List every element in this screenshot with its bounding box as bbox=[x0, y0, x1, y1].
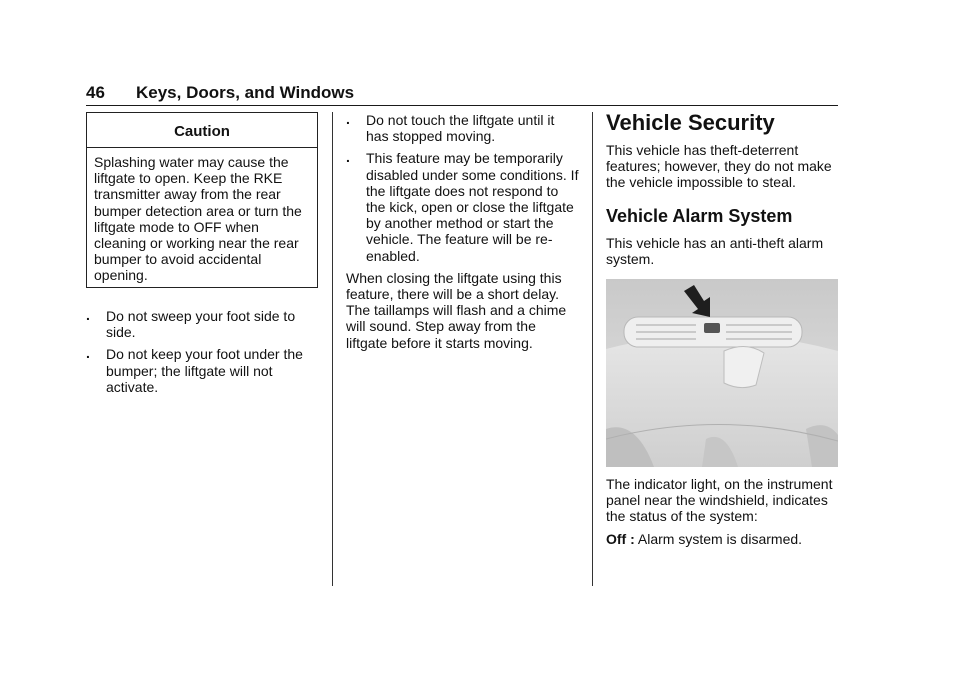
list-item bbox=[86, 346, 318, 395]
column-1-bullets bbox=[86, 308, 318, 401]
definition-term: Off : bbox=[606, 530, 635, 547]
figure-caption: The indicator light, on the instrument panel near the windshield, indicates the status of the system: bbox=[606, 476, 833, 525]
column-divider bbox=[332, 112, 333, 586]
alarm-indicator-figure bbox=[606, 279, 838, 467]
caution-title: Caution bbox=[174, 123, 230, 140]
page-number: 46 bbox=[86, 83, 105, 102]
bullet-marker: . bbox=[86, 345, 90, 362]
bullet-marker: . bbox=[86, 307, 90, 323]
indicator-light bbox=[704, 323, 720, 333]
bullet-text: Do not keep your foot under the bumper; the liftgate will not activate. bbox=[106, 346, 303, 395]
column-3 bbox=[606, 110, 842, 267]
list-item bbox=[86, 308, 318, 340]
dashboard-illustration bbox=[606, 279, 838, 467]
column-2 bbox=[346, 112, 580, 351]
caution-box bbox=[86, 112, 318, 288]
paragraph: This vehicle has an anti-theft alarm system. bbox=[606, 234, 824, 267]
bullet-text: This feature may be temporarily disabled under some conditions. If the liftgate does not respond to the kick, open or close the liftgate by another method or start the vehicle. The feature will be re-enabled. bbox=[366, 150, 579, 264]
list-item bbox=[346, 112, 580, 144]
subsection-heading: Vehicle Alarm System bbox=[606, 205, 793, 226]
definition-item bbox=[606, 531, 842, 547]
list-item bbox=[346, 150, 580, 263]
paragraph: This vehicle has theft-deterrent features; however, they do not make the vehicle impossible to steal. bbox=[606, 142, 832, 191]
caution-text: Splashing water may cause the liftgate to open. Keep the RKE transmitter away from the rear bumper detection area or turn the liftgate mode to OFF when cleaning or working near the rear bumper to avoid accidental opening. bbox=[94, 154, 302, 284]
bullet-marker: . bbox=[346, 111, 350, 127]
paragraph: When closing the liftgate using this feature, there will be a short delay. The taillamps will flash and a chime will sound. Step away from the liftgate before it starts moving. bbox=[346, 269, 567, 351]
bullet-text: Do not sweep your foot side to side. bbox=[106, 308, 296, 341]
section-heading: Vehicle Security bbox=[606, 110, 775, 135]
page-header bbox=[86, 83, 838, 106]
column-divider bbox=[592, 112, 593, 586]
section-title: Keys, Doors, and Windows bbox=[136, 83, 355, 102]
definition-text: Alarm system is disarmed. bbox=[634, 530, 803, 547]
column-3-lower bbox=[606, 476, 842, 547]
bullet-marker: . bbox=[346, 149, 350, 166]
bullet-text: Do not touch the liftgate until it has stopped moving. bbox=[366, 112, 555, 145]
